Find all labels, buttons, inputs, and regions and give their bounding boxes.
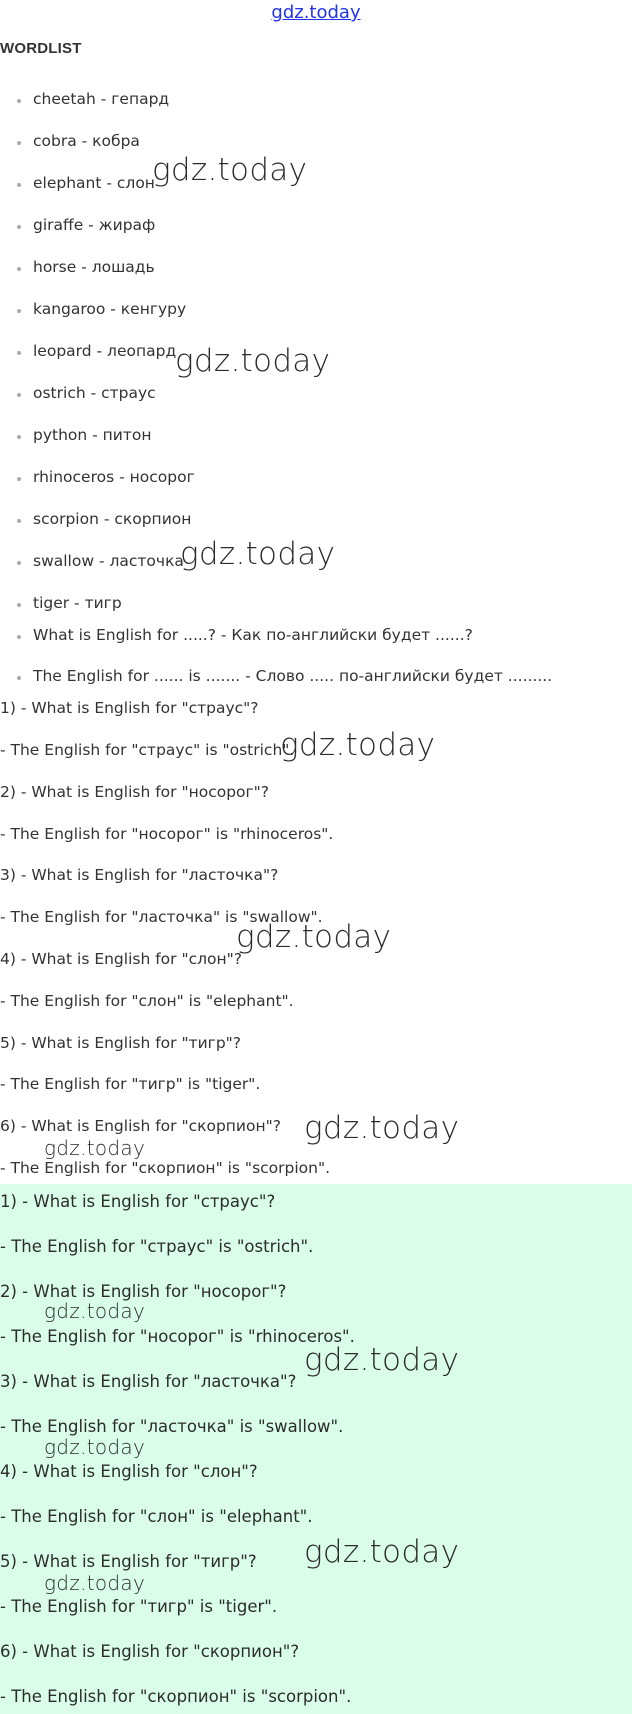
question-line: 4) - What is English for "слон"? (0, 950, 242, 968)
answer-line: - The English for "слон" is "elephant". (0, 1507, 313, 1526)
list-item: horse - лошадь (33, 258, 155, 276)
list-item: The English for ...... is ....... - Слово ..... по-английски будет ......... (33, 667, 553, 685)
list-item: cobra - кобра (33, 132, 140, 150)
question-line: 6) - What is English for "скорпион"? (0, 1117, 281, 1135)
list-item: kangaroo - кенгуру (33, 300, 187, 318)
watermark: gdz.today (280, 727, 436, 763)
answer-line: - The English for "страус" is "ostrich". (0, 741, 295, 759)
question-line: 3) - What is English for "ласточка"? (0, 1372, 297, 1391)
list-item: python - питон (33, 426, 152, 444)
question-line: 5) - What is English for "тигр"? (0, 1034, 242, 1052)
list-item: swallow - ласточка (33, 552, 184, 570)
answer-line: - The English for "ласточка" is "swallow". (0, 908, 323, 926)
answer-line: - The English for "скорпион" is "scorpion". (0, 1159, 331, 1177)
watermark: gdz.today (175, 343, 331, 379)
question-line: 5) - What is English for "тигр"? (0, 1552, 257, 1571)
answer-line: - The English for "тигр" is "tiger". (0, 1597, 278, 1616)
list-item: elephant - слон (33, 174, 155, 192)
watermark: gdz.today (180, 536, 336, 572)
site-link[interactable]: gdz.today (271, 2, 361, 23)
watermark: gdz.today (44, 1571, 146, 1595)
wordlist-heading: WORDLIST (0, 40, 82, 57)
list-item: tiger - тигр (33, 594, 122, 612)
answer-line: - The English for "слон" is "elephant". (0, 992, 294, 1010)
answer-line: - The English for "носорог" is "rhinoceros". (0, 825, 334, 843)
list-item: What is English for .....? - Как по-английски будет ......? (33, 626, 473, 644)
watermark: gdz.today (304, 1110, 460, 1146)
question-line: 3) - What is English for "ласточка"? (0, 866, 279, 884)
watermark: gdz.today (304, 1342, 460, 1378)
answer-line: - The English for "носорог" is "rhinoceros". (0, 1327, 355, 1346)
list-item: rhinoceros - носорог (33, 468, 195, 486)
answer-line: - The English for "тигр" is "tiger". (0, 1075, 261, 1093)
watermark: gdz.today (44, 1136, 146, 1160)
list-item: giraffe - жираф (33, 216, 156, 234)
watermark: gdz.today (152, 152, 308, 188)
list-item: leopard - леопард (33, 342, 177, 360)
answer-line: - The English for "скорпион" is "scorpion". (0, 1687, 352, 1706)
question-line: 1) - What is English for "страус"? (0, 699, 259, 717)
list-item: scorpion - скорпион (33, 510, 192, 528)
question-line: 1) - What is English for "страус"? (0, 1192, 276, 1211)
question-line: 4) - What is English for "слон"? (0, 1462, 258, 1481)
question-line: 2) - What is English for "носорог"? (0, 783, 270, 801)
watermark: gdz.today (236, 919, 392, 955)
list-item: ostrich - страус (33, 384, 156, 402)
question-line: 6) - What is English for "скорпион"? (0, 1642, 300, 1661)
question-line: 2) - What is English for "носорог"? (0, 1282, 287, 1301)
watermark: gdz.today (44, 1299, 146, 1323)
watermark: gdz.today (44, 1435, 146, 1459)
answer-line: - The English for "ласточка" is "swallow". (0, 1417, 344, 1436)
watermark: gdz.today (304, 1534, 460, 1570)
list-item: cheetah - гепард (33, 90, 170, 108)
answer-line: - The English for "страус" is "ostrich". (0, 1237, 314, 1256)
